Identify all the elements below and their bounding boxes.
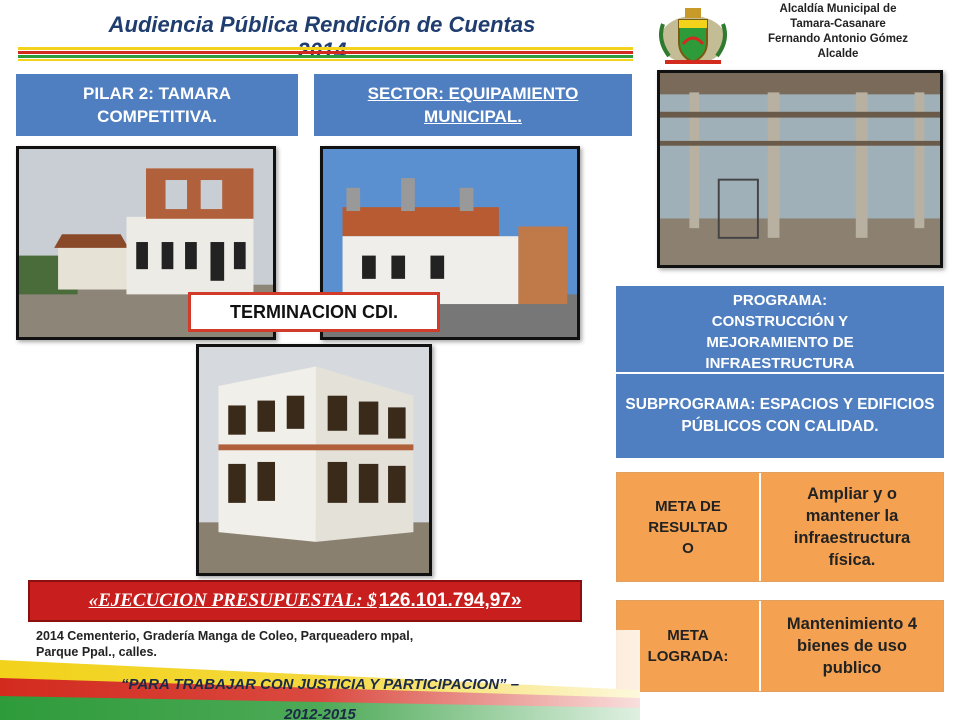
budget-amount: 126.101.794,97» bbox=[378, 590, 522, 611]
photo-construction-interior bbox=[657, 70, 943, 268]
meta-resultado-label-1: META DE bbox=[655, 497, 721, 515]
programa-line-2: CONSTRUCCIÓN Y bbox=[711, 313, 849, 330]
sector-box bbox=[314, 74, 632, 136]
footer-slogan bbox=[0, 670, 640, 720]
subprograma-text: SUBPROGRAMA: ESPACIOS Y EDIFICIOS PÚBLICOS CON CALIDAD. bbox=[625, 396, 935, 435]
sector-line-1: SECTOR: EQUIPAMIENTO bbox=[367, 84, 579, 103]
meta-resultado-label-2: RESULTAD bbox=[648, 518, 728, 536]
budget-detail-line-1: 2014 Cementerio, Gradería Manga de Coleo, Parqueadero mpal, bbox=[36, 629, 414, 643]
programa-line-4: INFRAESTRUCTURA bbox=[705, 355, 855, 372]
sector-line-2: MUNICIPAL. bbox=[424, 107, 522, 126]
programa-box bbox=[616, 286, 944, 372]
header-stripe-yellow bbox=[18, 47, 633, 50]
title-text: Audiencia Pública Rendición de Cuentas bbox=[108, 12, 536, 37]
photo-caption: TERMINACION CDI. bbox=[188, 292, 440, 332]
alcaldia-line-3: Fernando Antonio Gómez bbox=[767, 33, 909, 45]
pilar-box bbox=[16, 74, 298, 136]
budget-label: «EJECUCION PRESUPUESTAL: $ bbox=[88, 590, 377, 611]
alcaldia-line-1: Alcaldía Municipal de bbox=[779, 3, 897, 15]
header-stripe-red bbox=[18, 51, 633, 54]
meta-resultado-table bbox=[616, 472, 944, 582]
footer-years: 2012-2015 bbox=[284, 706, 356, 720]
alcaldia-line-2: Tamara-Casanare bbox=[790, 18, 886, 30]
budget-banner bbox=[28, 580, 582, 622]
budget-detail bbox=[36, 628, 556, 660]
alcaldia-line-4: Alcalde bbox=[817, 48, 859, 60]
photo-building-finished bbox=[196, 344, 432, 576]
subprograma-box bbox=[616, 374, 944, 458]
municipal-crest-icon bbox=[655, 6, 731, 70]
meta-lograda-label-2: LOGRADA: bbox=[647, 648, 729, 665]
meta-lograda-table bbox=[616, 600, 944, 692]
alcaldia-info bbox=[728, 2, 948, 62]
meta-resultado-label-3: O bbox=[682, 539, 694, 557]
meta-resultado-label bbox=[617, 473, 761, 581]
meta-lograda-label-1: META bbox=[667, 627, 709, 644]
header-stripe-yellow-2 bbox=[18, 59, 633, 61]
programa-line-3: MEJORAMIENTO DE bbox=[706, 334, 854, 351]
meta-lograda-value: Mantenimiento 4 bienes de uso publico bbox=[761, 601, 943, 691]
meta-resultado-value: Ampliar y o mantener la infraestructura física. bbox=[761, 473, 943, 581]
header-stripe-green bbox=[18, 55, 633, 58]
pilar-line-2: COMPETITIVA. bbox=[97, 107, 217, 126]
programa-line-1: PROGRAMA: bbox=[732, 292, 828, 309]
pilar-line-1: PILAR 2: TAMARA bbox=[83, 84, 231, 103]
footer-slogan-text: “PARA TRABAJAR CON JUSTICIA Y PARTICIPACION” – bbox=[120, 676, 520, 693]
budget-detail-line-2: Parque Ppal., calles. bbox=[36, 645, 157, 659]
